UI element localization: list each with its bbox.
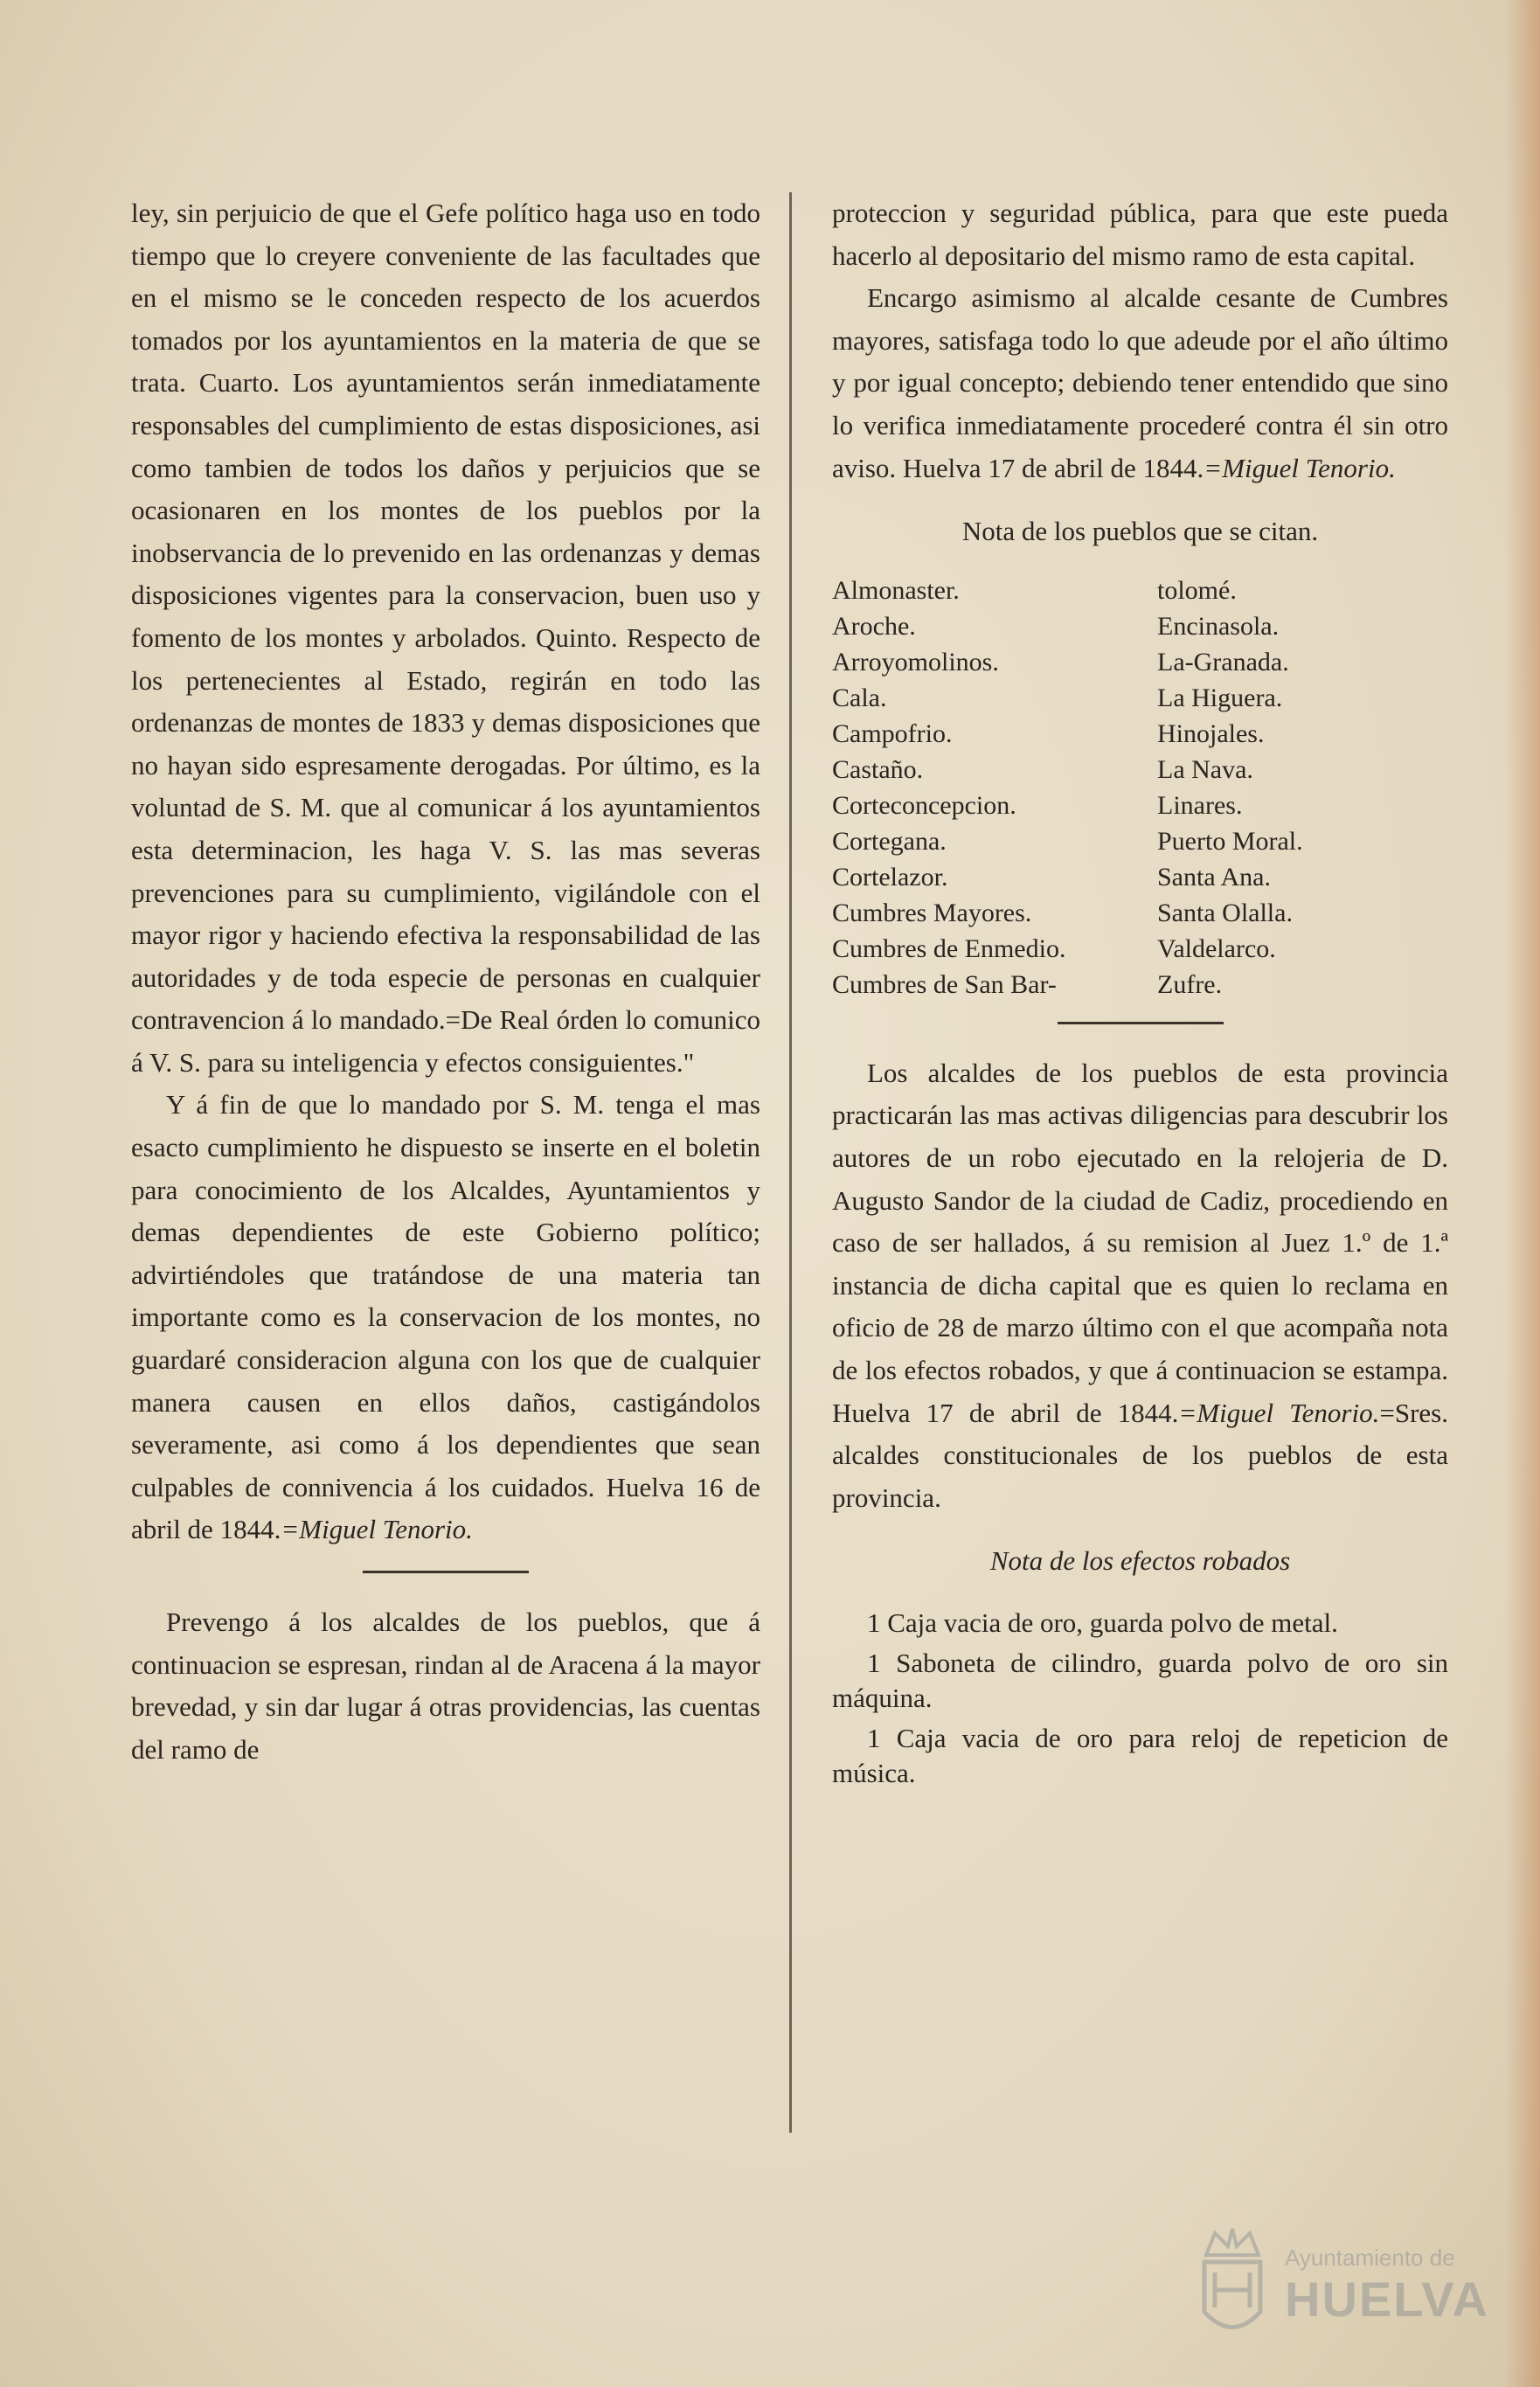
stolen-items-title: Nota de los efectos robados (989, 1545, 1291, 1577)
town-item: Almonaster. (832, 575, 960, 605)
stolen-item: 1 Saboneta de cilindro, guarda polvo de oro sin máquina. (832, 1647, 1448, 1713)
towns-list (832, 572, 1448, 1003)
town-item: Santa Olalla. (1157, 898, 1293, 927)
town-item: Castaño. (832, 754, 924, 784)
section-divider (363, 1571, 529, 1573)
stolen-item: 1 Caja vacia de oro para reloj de repeticion de música. (832, 1722, 1448, 1788)
town-item: La Nava. (1157, 754, 1253, 784)
town-item: Campofrio. (832, 718, 953, 748)
left-column (131, 192, 760, 1771)
page-edge-stain (1505, 0, 1540, 2387)
town-item: La Higuera. (1157, 683, 1283, 712)
left-paragraph-2 (131, 1084, 760, 1551)
town-item: Aroche. (832, 611, 916, 641)
town-item: Cumbres de San Bar- (832, 969, 1057, 999)
left-paragraph-1: ley, sin perjuicio de que el Gefe político haga uso en todo tiempo que lo creyere conveniente de las facultades que en el mismo se le conceden respecto de los acuerdos tomados por los ayuntamientos en la materia de que se trata. Cuarto. Los ayuntamientos serán inmediatamente responsables del cumplimiento de estas disposiciones, asi como tambien de todos los daños y perjuicios que se ocasionaren en los montes de los pueblos por la inobservancia de lo prevenido en las ordenanzas y demas disposiciones vigentes para la conservacion, buen uso y fomento de los montes y arbolados. Quinto. Respecto de los pertenecientes al Estado, regirán en todo las ordenanzas de montes de 1833 y demas disposiciones que no hayan sido espresamente derogadas. Por último, es la voluntad de S. M. que al comunicar á los ayuntamientos esta determinacion, les haga V. S. las mas severas prevenciones para su cumplimiento, vigilándole con el mayor rigor y haciendo efectiva la responsabilidad de las autoridades y de toda especie de personas en cualquier contravencion á lo mandado.=De Real órden lo comunico á V. S. para su inteligencia y efectos consiguientes." (131, 198, 760, 1078)
right-paragraph-2-text: Encargo asimismo al alcalde cesante de Cumbres mayores, satisfaga todo lo que adeude por el año último y por igual concepto; debiendo tener entendido que sino lo verifica inmediatamente procederé contra él sin otro aviso. Huelva 17 de abril de 1844. (832, 282, 1448, 483)
towns-list-right (1157, 572, 1437, 1003)
stolen-item: 1 Caja vacia de oro, guarda polvo de metal. (867, 1606, 1338, 1638)
town-item: Linares. (1157, 790, 1243, 820)
right-paragraph-3 (832, 1052, 1448, 1520)
town-item: Cumbres de Enmedio. (832, 933, 1066, 963)
right-paragraph-3-text: Los alcaldes de los pueblos de esta provincia practicarán las mas activas diligencias para descubrir los autores de un robo ejecutado en la relojeria de D. Augusto Sandor de la ciudad de Cadiz, procediendo en caso de ser hallados, á su remision al Juez 1.º de 1.ª instancia de dicha capital que es quien lo reclama en oficio de 28 de marzo último con el que acompaña nota de los efectos robados, y que á continuacion se estampa. Huelva 17 de abril de 1844. (832, 1057, 1448, 1428)
right-paragraph-3-addressee: =Sres. alcaldes constitucionales de los pueblos de esta provincia. (832, 1397, 1448, 1513)
town-item: Puerto Moral. (1157, 826, 1303, 856)
town-item: Cortelazor. (832, 862, 948, 892)
town-item: Arroyomolinos. (832, 647, 999, 677)
crown-shield-icon (1189, 2220, 1276, 2351)
right-paragraph-2 (832, 277, 1448, 489)
watermark-line-2: HUELVA (1285, 2272, 1489, 2327)
town-item: tolomé. (1157, 575, 1237, 605)
left-paragraph-3: Prevengo á los alcaldes de los pueblos, que á continuacion se espresan, rindan al de Aracena á la mayor brevedad, y sin dar lugar á otras providencias, las cuentas del ramo de (131, 1606, 760, 1765)
town-item: Cumbres Mayores. (832, 898, 1032, 927)
column-rule (789, 192, 792, 2133)
town-item: Valdelarco. (1157, 933, 1276, 963)
town-item: La-Granada. (1157, 647, 1289, 677)
watermark-emblem (1189, 2220, 1489, 2351)
town-item: Zufre. (1157, 969, 1223, 999)
towns-list-left (832, 572, 1157, 1003)
town-item: Santa Ana. (1157, 862, 1271, 892)
right-paragraph-2-signature: =Miguel Tenorio. (1204, 452, 1396, 483)
right-column (832, 192, 1448, 1796)
town-item: Encinasola. (1157, 611, 1280, 641)
watermark-line-1: Ayuntamiento de (1285, 2245, 1455, 2271)
right-paragraph-1: proteccion y seguridad pública, para que este pueda hacerlo al depositario del mismo ramo de esta capital. (832, 198, 1448, 271)
bleed-through-text (332, 17, 1468, 157)
town-item: Hinojales. (1157, 718, 1265, 748)
town-item: Cala. (832, 683, 887, 712)
section-divider (1058, 1022, 1224, 1024)
stolen-items-list (832, 1606, 1448, 1791)
left-paragraph-2-signature: =Miguel Tenorio. (281, 1514, 473, 1545)
right-paragraph-3-signature: =Miguel Tenorio. (1178, 1397, 1380, 1428)
town-item: Corteconcepcion. (832, 790, 1016, 820)
town-item: Cortegana. (832, 826, 947, 856)
left-paragraph-2-text: Y á fin de que lo mandado por S. M. tenga el mas esacto cumplimiento he dispuesto se inserte en el boletin para conocimiento de los Alcaldes, Ayuntamientos y demas dependientes de este Gobierno político; advirtiéndoles que tratándose de una materia tan importante como es la conservacion de los montes, no guardaré consideracion alguna con los que de cualquier manera causen en ellos daños, castigándolos severamente, asi como á los dependientes que sean culpables de connivencia á los cuidados. Huelva 16 de abril de 1844. (131, 1089, 760, 1545)
towns-title: Nota de los pueblos que se citan. (961, 516, 1319, 547)
